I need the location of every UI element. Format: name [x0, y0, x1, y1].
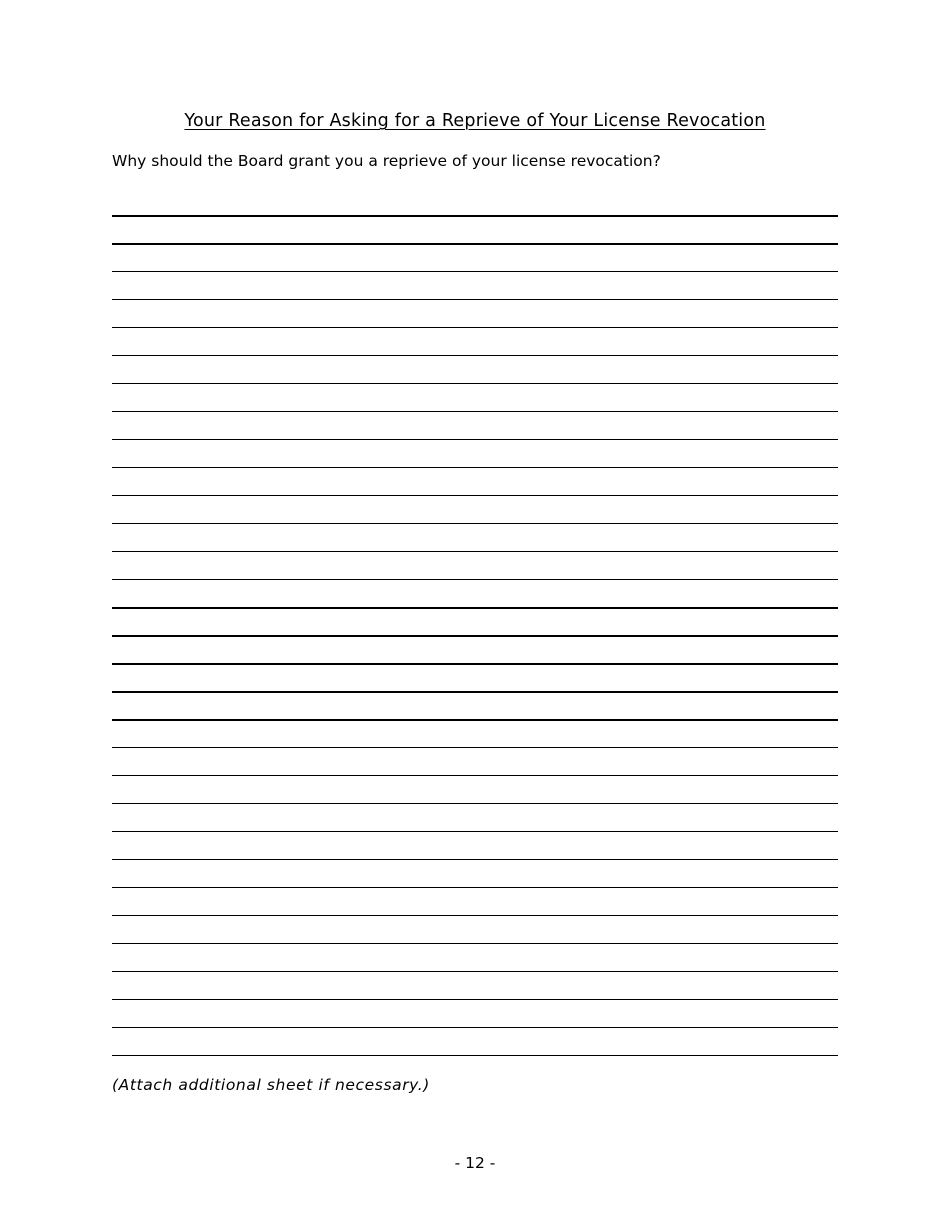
answer-line: [112, 439, 838, 440]
answer-line: [112, 887, 838, 888]
attach-note: (Attach additional sheet if necessary.): [112, 1076, 430, 1094]
answer-lines-area[interactable]: [112, 215, 838, 1057]
answer-line: [112, 411, 838, 412]
answer-line: [112, 775, 838, 776]
answer-line: [112, 1027, 838, 1028]
answer-line: [112, 691, 838, 693]
page-number: - 12 -: [454, 1154, 496, 1172]
answer-line: [112, 859, 838, 860]
answer-line: [112, 831, 838, 832]
answer-line: [112, 663, 838, 665]
answer-line: [112, 607, 838, 609]
answer-line: [112, 1055, 838, 1056]
page-title: [0, 109, 950, 133]
page-title-text: Your Reason for Asking for a Reprieve of Your License Revocation: [184, 111, 766, 131]
answer-line: [112, 271, 838, 272]
answer-line: [112, 971, 838, 972]
answer-line: [112, 719, 838, 721]
question-prompt: Why should the Board grant you a reprieve of your license revocation?: [112, 152, 661, 170]
answer-line: [112, 523, 838, 524]
answer-line: [112, 495, 838, 496]
answer-line: [112, 747, 838, 748]
answer-line: [112, 355, 838, 356]
answer-line: [112, 215, 838, 217]
answer-line: [112, 383, 838, 384]
answer-line: [112, 327, 838, 328]
answer-line: [112, 243, 838, 245]
answer-line: [112, 943, 838, 944]
answer-line: [112, 635, 838, 637]
answer-line: [112, 579, 838, 580]
answer-line: [112, 551, 838, 552]
answer-line: [112, 999, 838, 1000]
answer-line: [112, 467, 838, 468]
answer-line: [112, 803, 838, 804]
answer-line: [112, 915, 838, 916]
answer-line: [112, 299, 838, 300]
